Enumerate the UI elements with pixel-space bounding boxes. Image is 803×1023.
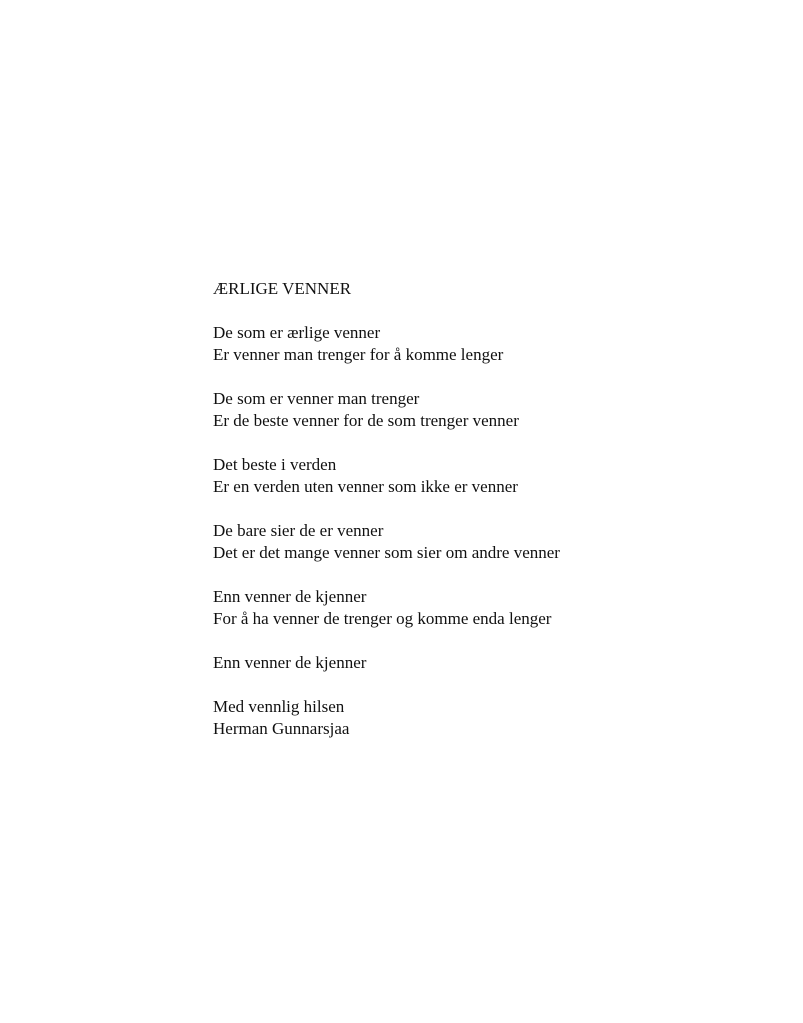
verse-line: Er de beste venner for de som trenger venner	[213, 411, 519, 430]
verse-line: Enn venner de kjenner	[213, 653, 367, 672]
verse-line: De bare sier de er venner	[213, 521, 384, 540]
poem-body	[213, 278, 560, 740]
verse-line: Det er det mange venner som sier om andre venner	[213, 543, 560, 562]
verse-line: Enn venner de kjenner	[213, 587, 367, 606]
signature-name: Herman Gunnarsjaa	[213, 719, 350, 738]
closing-text: Med vennlig hilsen	[213, 697, 345, 716]
verse-line: De som er venner man trenger	[213, 389, 420, 408]
verse-line: Er venner man trenger for å komme lenger	[213, 345, 504, 364]
poem-title: ÆRLIGE VENNER	[213, 279, 352, 298]
stanza-6	[213, 652, 560, 674]
stanza-4	[213, 520, 560, 564]
stanza-3	[213, 454, 560, 498]
stanza-5	[213, 586, 560, 630]
stanza-2	[213, 388, 560, 432]
stanza-1	[213, 322, 560, 366]
verse-line: Det beste i verden	[213, 455, 337, 474]
closing-block	[213, 696, 560, 740]
verse-line: Er en verden uten venner som ikke er venner	[213, 477, 518, 496]
verse-line: For å ha venner de trenger og komme enda lenger	[213, 609, 552, 628]
verse-line: De som er ærlige venner	[213, 323, 381, 342]
